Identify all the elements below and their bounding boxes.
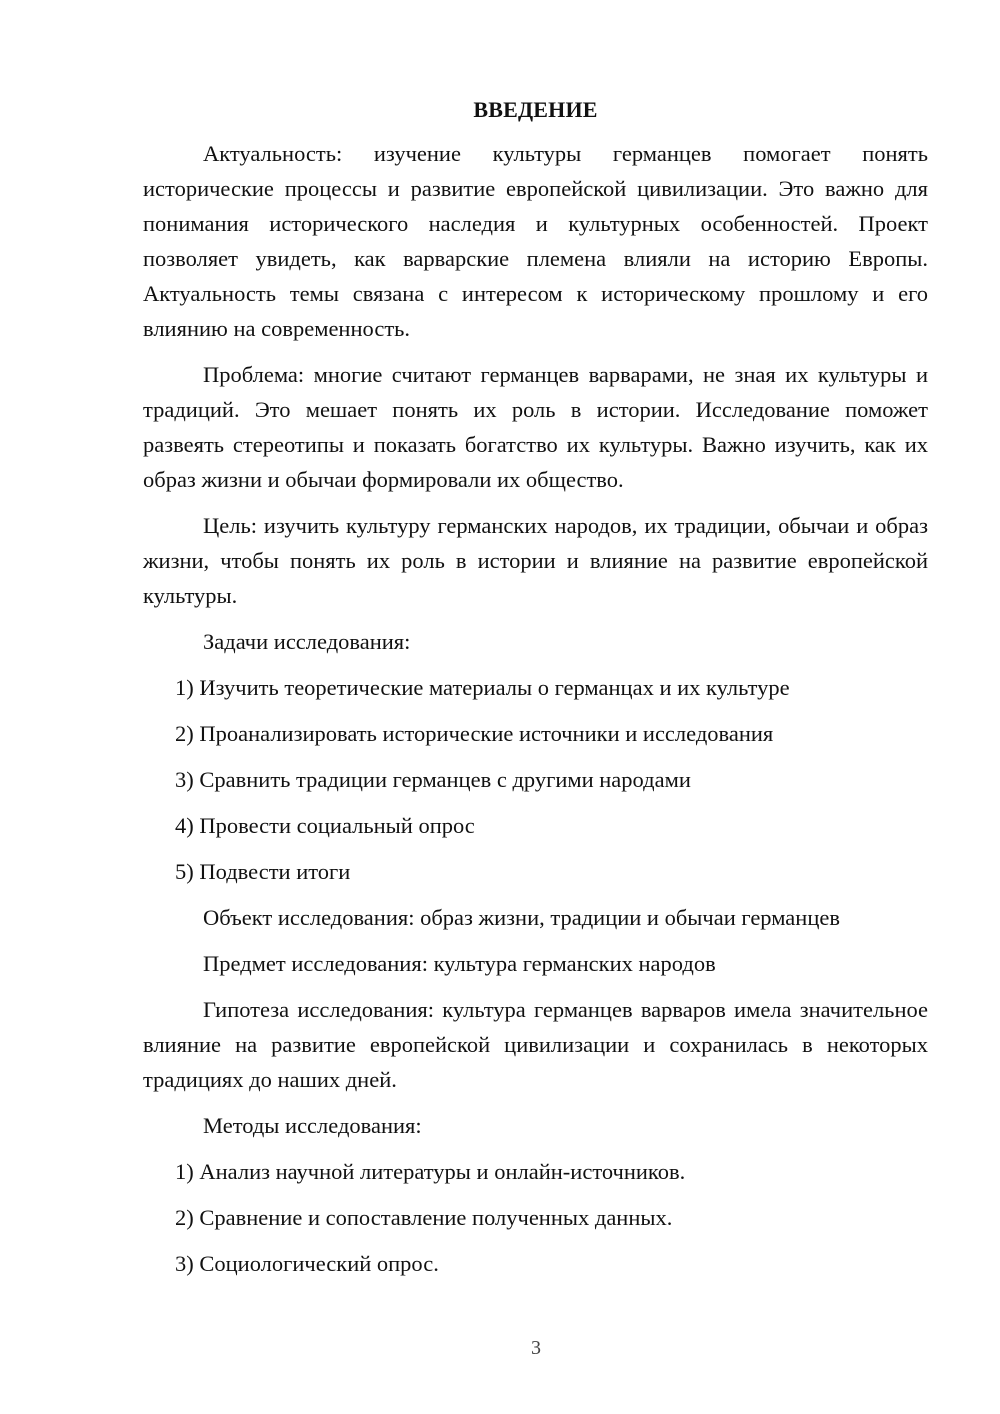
problem-paragraph: Проблема: многие считают германцев варварами, не зная их культуры и традиций. Это мешает понять их роль в истории. Исследование поможет развеять стереотипы и показать богатство их культуры. Важно изучить, как их образ жизни и обычаи формировали их общество. bbox=[143, 362, 928, 492]
research-subject: Предмет исследования: культура германских народов bbox=[203, 951, 716, 976]
goal-paragraph: Цель: изучить культуру германских народов, их традиции, обычаи и образ жизни, чтобы понять их роль в истории и влияние на развитие европейской культуры. bbox=[143, 513, 928, 608]
relevance-paragraph: Актуальность: изучение культуры германцев помогает понять исторические процессы и развитие европейской цивилизации. Это важно для понимания исторического наследия и культурных особенностей. Проект позволяет увидеть, как варварские племена влияли на историю Европы. Актуальность темы связана с интересом к историческому прошлому и его влиянию на современность. bbox=[143, 141, 928, 341]
section-heading: ВВЕДЕНИЕ bbox=[473, 97, 598, 122]
task-item-3: 3) Сравнить традиции германцев с другими народами bbox=[175, 767, 691, 792]
method-item-2: 2) Сравнение и сопоставление полученных данных. bbox=[175, 1205, 673, 1230]
research-object: Объект исследования: образ жизни, традиции и обычаи германцев bbox=[203, 905, 840, 930]
task-item-2: 2) Проанализировать исторические источники и исследования bbox=[175, 721, 774, 746]
page-content bbox=[143, 96, 928, 1292]
page-number: 3 bbox=[531, 1337, 541, 1359]
task-item-5: 5) Подвести итоги bbox=[175, 859, 351, 884]
tasks-title: Задачи исследования: bbox=[203, 629, 411, 654]
task-item-4: 4) Провести социальный опрос bbox=[175, 813, 475, 838]
methods-title: Методы исследования: bbox=[203, 1113, 422, 1138]
hypothesis-paragraph: Гипотеза исследования: культура германцев варваров имела значительное влияние на развитие европейской цивилизации и сохранилась в некоторых традициях до наших дней. bbox=[143, 997, 928, 1092]
task-item-1: 1) Изучить теоретические материалы о германцах и их культуре bbox=[175, 675, 790, 700]
method-item-1: 1) Анализ научной литературы и онлайн-источников. bbox=[175, 1159, 686, 1184]
method-item-3: 3) Социологический опрос. bbox=[175, 1251, 439, 1276]
